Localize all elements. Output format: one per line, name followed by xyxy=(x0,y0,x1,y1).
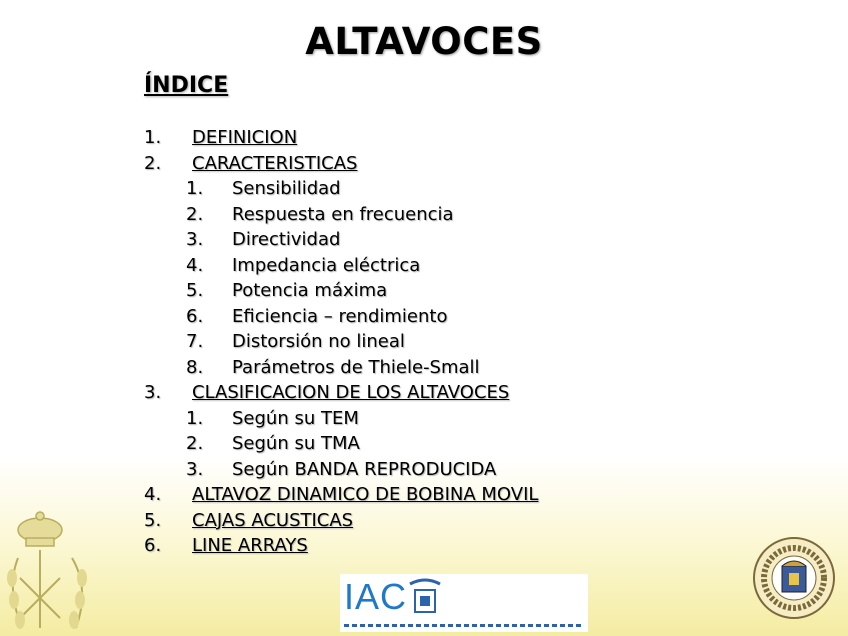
toc-item-label: LINE ARRAYS xyxy=(192,535,308,556)
toc-item-label: DEFINICION xyxy=(192,127,298,148)
toc-item-number: 1. xyxy=(144,127,162,148)
crest-wreath-logo xyxy=(0,508,112,636)
toc-item-number: 1. xyxy=(186,178,204,199)
index-heading: ÍNDICE xyxy=(144,73,229,98)
toc-item-number: 2. xyxy=(186,203,204,225)
toc-item-label: Directividad xyxy=(232,229,341,250)
university-shield-icon xyxy=(408,578,442,618)
toc-item-number: 3. xyxy=(186,229,204,250)
toc-item-label: Potencia máxima xyxy=(232,280,388,301)
toc-item-label: Impedancia eléctrica xyxy=(232,254,421,276)
toc-item-label: CLASIFICACION DE LOS ALTAVOCES xyxy=(192,382,510,403)
toc-item-label: Según BANDA REPRODUCIDA xyxy=(232,458,497,480)
iac-logo-text: IAC xyxy=(344,576,408,617)
toc-item-number: 5. xyxy=(186,280,204,301)
slide-title: ALTAVOCES xyxy=(305,20,543,63)
toc-item-number: 6. xyxy=(144,535,162,556)
toc-item-label: Eficiencia – rendimiento xyxy=(232,305,448,327)
toc-item-label: Según su TEM xyxy=(232,407,359,429)
toc-item-number: 6. xyxy=(186,305,204,327)
toc-item-number: 5. xyxy=(144,509,162,531)
toc-item-number: 3. xyxy=(186,458,204,480)
toc-item-label: Sensibilidad xyxy=(232,178,341,199)
toc-item-number: 3. xyxy=(144,382,162,403)
toc-item-label: Según su TMA xyxy=(232,433,360,454)
toc-item-number: 1. xyxy=(186,407,204,429)
toc-item-number: 4. xyxy=(186,254,204,276)
toc-item-label: Distorsión no lineal xyxy=(232,331,405,352)
toc-item-label: ALTAVOZ DINAMICO DE BOBINA MOVIL xyxy=(192,484,539,505)
iac-logo-subtitle-line xyxy=(344,624,584,627)
iac-logo xyxy=(340,574,588,632)
toc-item-label: Parámetros de Thiele-Small xyxy=(232,356,480,378)
toc-item-number: 8. xyxy=(186,356,204,378)
toc-item-label: Respuesta en frecuencia xyxy=(232,203,454,225)
toc-item-number: 2. xyxy=(144,152,162,174)
toc-item-label: CAJAS ACUSTICAS xyxy=(192,509,354,531)
university-seal-logo xyxy=(752,536,836,620)
toc-item-number: 7. xyxy=(186,331,204,352)
toc-item-number: 4. xyxy=(144,484,162,505)
toc-item-number: 2. xyxy=(186,433,204,454)
toc-item-label: CARACTERISTICAS xyxy=(192,152,358,174)
